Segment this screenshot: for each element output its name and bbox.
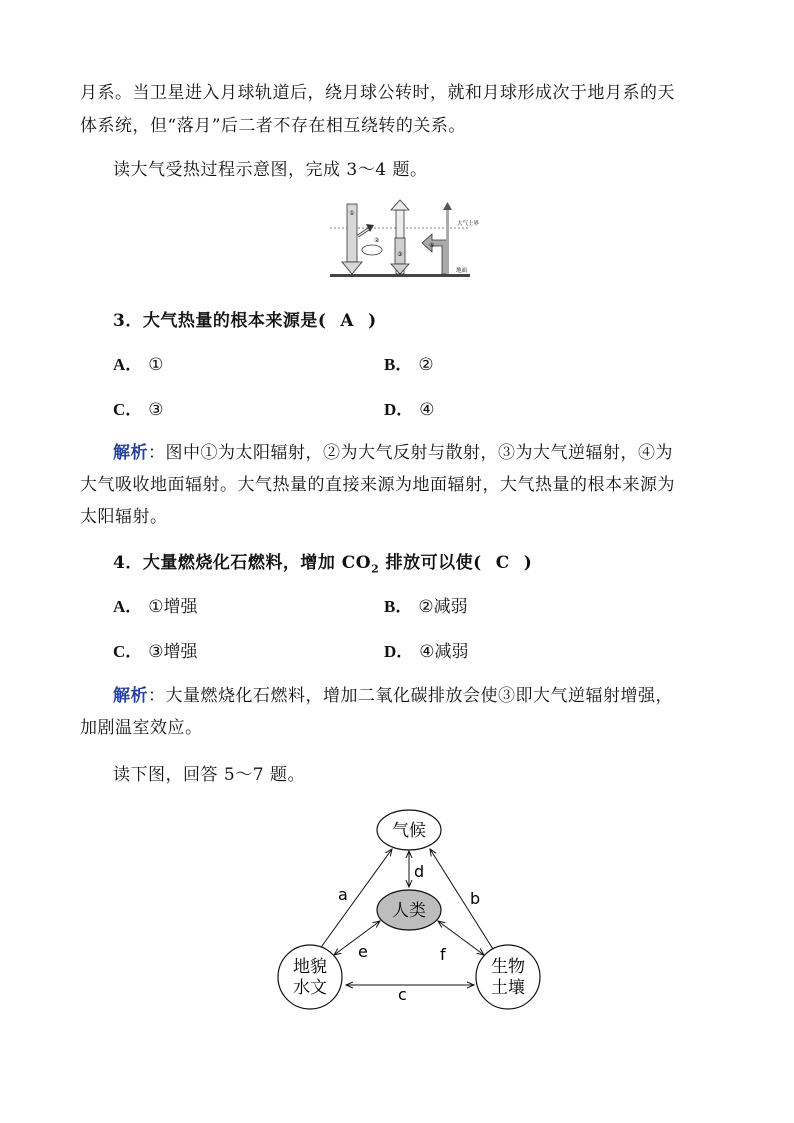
label-atmosphere-top: 大气上界 [457, 221, 480, 227]
q3-analysis-line-2: 大气吸收地面辐射。大气热量的直接来源为地面辐射，大气热量的根本来源为 [80, 475, 675, 495]
node-landform-label: 地貌 [293, 957, 327, 977]
section-instruction-2: 读下图，回答 5～7 题。 [113, 765, 305, 785]
marker-2: ② [374, 237, 380, 244]
q4-analysis-line-1: 解析：大量燃烧化石燃料，增加二氧化碳排放会使③即大气逆辐射增强， [113, 686, 673, 706]
question-3-stem: 3．大气热量的根本来源是( [113, 311, 327, 331]
edge-d-label: d [414, 862, 425, 881]
q3-analysis-line-3: 太阳辐射。 [80, 507, 168, 527]
question-4-stem: 4．大量燃烧化石燃料，增加 CO [113, 553, 372, 573]
q4-option-b[interactable]: B． ②减弱 [384, 597, 468, 616]
edge-c-label: c [398, 985, 407, 1004]
edge-e-line [334, 921, 380, 955]
q4-option-c[interactable]: C． ③增强 [113, 642, 198, 661]
label-ground: 地面 [456, 268, 468, 274]
q4-option-a[interactable]: A． ①增强 [113, 597, 198, 616]
edge-e-label: e [358, 942, 368, 961]
node-climate-label: 气候 [392, 821, 426, 841]
marker-4: ④ [429, 242, 435, 249]
node-biology-soil [476, 945, 540, 1009]
analysis-label: 解析 [113, 686, 148, 706]
edge-a-label: a [338, 885, 348, 904]
q3-option-c[interactable]: C． ③ [113, 400, 164, 419]
environment-relationship-diagram [270, 805, 550, 1015]
q3-option-b[interactable]: B． ② [384, 355, 434, 374]
question-3 [113, 306, 377, 331]
edge-b-label: b [470, 889, 481, 908]
marker-1: ① [349, 210, 355, 217]
q3-option-d[interactable]: D． ④ [384, 400, 435, 419]
node-soil-label: 土壤 [491, 978, 525, 998]
atmosphere-heating-diagram [330, 198, 480, 283]
cloud-shape [362, 245, 382, 255]
edge-f-label: f [440, 945, 446, 964]
node-landform-hydrology [278, 945, 342, 1009]
arrow-reflection [358, 224, 374, 236]
co2-subscript: 2 [371, 562, 380, 576]
node-biology-label: 生物 [491, 957, 525, 977]
node-hydrology-label: 水文 [293, 978, 327, 998]
section-instruction: 读大气受热过程示意图，完成 3～4 题。 [113, 160, 428, 180]
question-3-close: ) [368, 311, 377, 331]
question-4: 4．大量燃烧化石燃料，增加 $CO_2$ 排放可以使( C ) [113, 553, 533, 576]
analysis-label: 解析 [113, 443, 148, 463]
intro-line-1: 月系。当卫星进入月球轨道后，绕月球公转时，就和月球形成次于地月系的天 [80, 83, 675, 103]
q4-option-d[interactable]: D． ④减弱 [384, 642, 469, 661]
q3-option-a[interactable]: A． ① [113, 355, 164, 374]
intro-line-2: 体系统，但“落月”后二者不存在相互绕转的关系。 [80, 116, 466, 136]
marker-3: ③ [397, 251, 403, 258]
node-humans-label: 人类 [392, 901, 426, 921]
question-3-answer: A [340, 311, 355, 331]
q4-analysis-line-2: 加剧温室效应。 [80, 718, 203, 738]
question-4-answer: C [495, 553, 510, 573]
arrow-absorbed-radiation [422, 202, 452, 274]
q3-analysis-line-1: 解析：图中①为太阳辐射，②为大气反射与散射，③为大气逆辐射，④为 [113, 443, 673, 463]
